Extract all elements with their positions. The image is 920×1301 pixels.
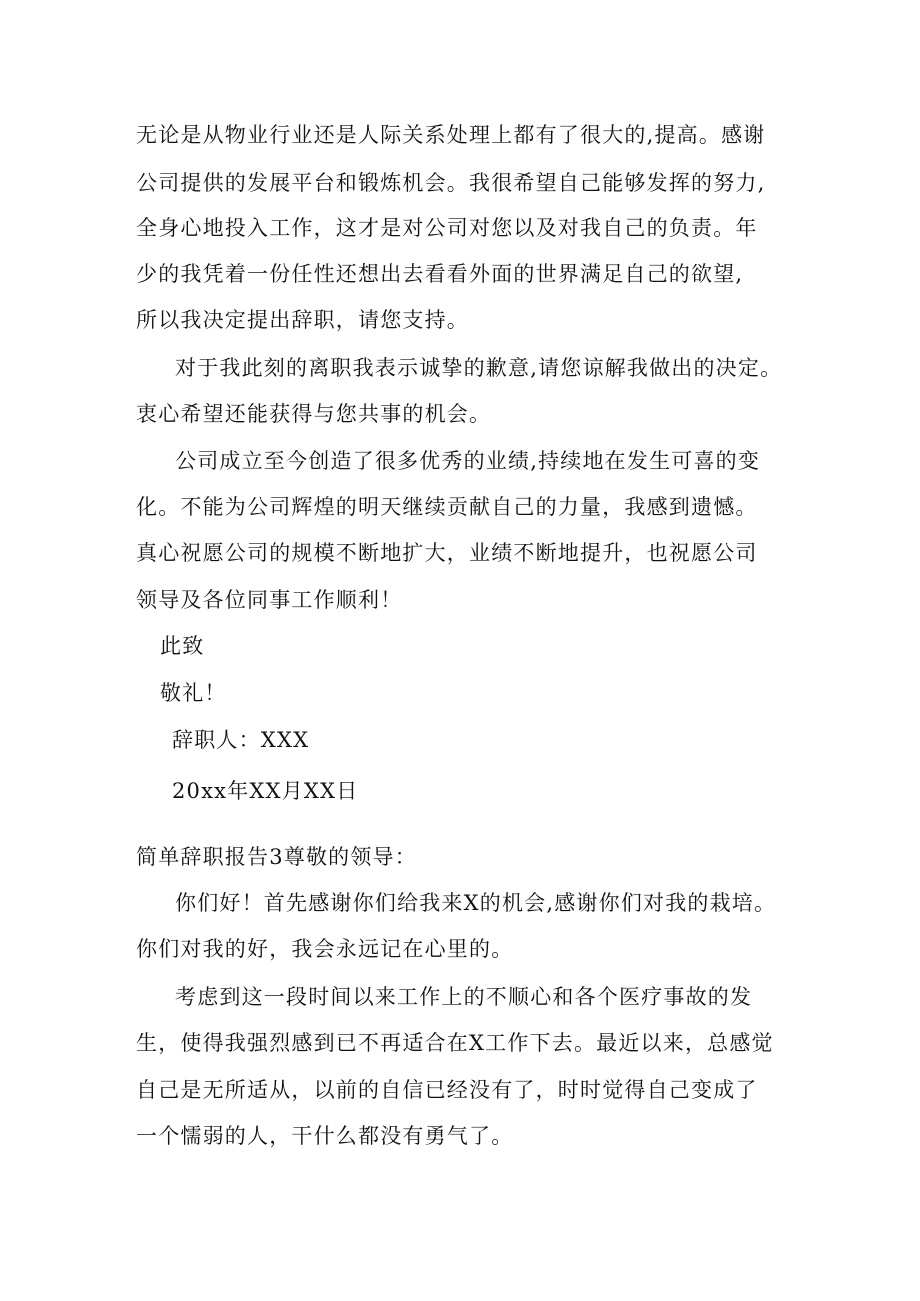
paragraph-line: 全身心地投入工作，这才是对公司对您以及对我自己的负责。年 (136, 216, 758, 240)
closing-salutation: 此致 (160, 634, 205, 658)
paragraph-line: 少的我凭着一份任性还想出去看看外面的世界满足自己的欲望, (136, 262, 744, 286)
paragraph-line: 衷心希望还能获得与您共事的机会。 (136, 402, 492, 426)
paragraph-line: 真心祝愿公司的规模不断地扩大，业绩不断地提升，也祝愿公司 (136, 541, 758, 565)
paragraph-line: 你们好！首先感谢你们给我来X的机会,感谢你们对我的栽培。 (175, 891, 777, 915)
paragraph-line: 公司成立至今创造了很多优秀的业绩,持续地在发生可喜的变 (175, 449, 761, 473)
paragraph-line: 考虑到这一段时间以来工作上的不顺心和各个医疗事故的发 (175, 985, 753, 1009)
paragraph-line: 你们对我的好，我会永远记在心里的。 (136, 937, 514, 961)
paragraph-line: 对于我此刻的离职我表示诚挚的歉意,请您谅解我做出的决定。 (175, 356, 783, 380)
date-line: 20xx年XX月XX日 (172, 779, 359, 803)
closing-regards: 敬礼！ (160, 681, 227, 705)
paragraph-line: 公司提供的发展平台和锻炼机会。我很希望自己能够发挥的努力, (136, 171, 766, 195)
paragraph-line: 领导及各位同事工作顺利！ (136, 588, 403, 612)
section-heading: 简单辞职报告3尊敬的领导： (136, 845, 417, 869)
paragraph-line: 无论是从物业行业还是人际关系处理上都有了很大的,提高。感谢 (136, 123, 766, 147)
paragraph-line: 化。不能为公司辉煌的明天继续贡献自己的力量，我感到遗憾。 (136, 495, 758, 519)
signer-line: 辞职人：XXX (172, 728, 310, 752)
paragraph-line: 所以我决定提出辞职，请您支持。 (136, 308, 469, 332)
paragraph-line: 一个懦弱的人，干什么都没有勇气了。 (136, 1124, 514, 1148)
paragraph-line: 生，使得我强烈感到已不再适合在X工作下去。最近以来，总感觉 (136, 1031, 774, 1055)
paragraph-line: 自己是无所适从，以前的自信已经没有了，时时觉得自己变成了 (136, 1078, 758, 1102)
